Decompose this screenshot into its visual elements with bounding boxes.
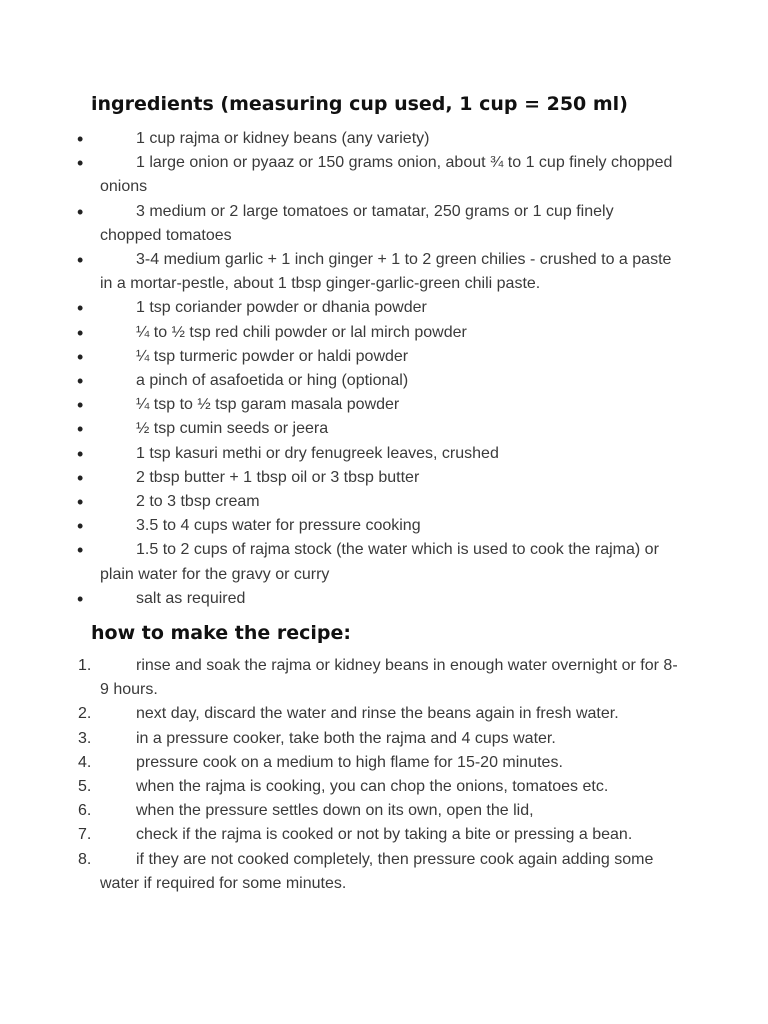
ingredient-item [0,587,768,611]
bullet-icon: • [77,492,84,513]
bullet-icon: • [77,540,84,561]
ingredients-list [0,127,768,611]
ingredient-text: salt as required [136,589,246,607]
bullet-icon: • [77,201,84,222]
ingredient-text: 2 to 3 tbsp cream [136,493,260,511]
ingredients-heading: ingredients (measuring cup used, 1 cup = 250 ml) [91,93,628,115]
ingredient-item [0,490,768,514]
ingredient-text: ¼ to ½ tsp red chili powder or lal mirch powder [136,323,467,341]
ingredient-item [0,151,768,199]
ingredient-text: 1.5 to 2 cups of rajma stock (the water which is used to cook the rajma) or plain water for the gravy or curry [100,541,659,583]
step-item [0,727,768,751]
step-number: 7. [78,826,92,844]
step-number: 1. [78,657,92,674]
bullet-icon: • [77,516,84,537]
ingredient-item [0,127,768,151]
ingredient-item [0,296,768,320]
bullet-icon: • [77,346,84,367]
ingredient-text: 1 cup rajma or kidney beans (any variety) [136,130,430,147]
ingredient-item [0,538,768,586]
step-item [0,823,768,847]
step-item [0,751,768,775]
step-text: rinse and soak the rajma or kidney beans in enough water overnight or for 8-9 hours. [100,657,678,699]
bullet-icon: • [77,371,84,392]
bullet-icon: • [77,250,84,271]
step-text: when the rajma is cooking, you can chop the onions, tomatoes etc. [136,778,609,796]
ingredient-item [0,248,768,296]
ingredient-item [0,321,768,345]
step-item [0,702,768,726]
step-number: 6. [78,802,92,820]
bullet-icon: • [77,419,84,440]
ingredient-text: ¼ tsp turmeric powder or haldi powder [136,347,409,365]
ingredient-item [0,417,768,441]
step-text: in a pressure cooker, take both the rajma and 4 cups water. [136,729,556,747]
step-number: 8. [78,850,92,868]
step-item [0,848,768,896]
ingredient-text: 3-4 medium garlic + 1 inch ginger + 1 to 2 green chilies - crushed to a paste in a mortar-pestle, about 1 tbsp ginger-garlic-green chili paste. [100,251,672,293]
step-item [0,799,768,823]
bullet-icon: • [77,153,84,174]
ingredient-text: ½ tsp cumin seeds or jeera [136,420,329,438]
ingredient-text: ¼ tsp to ½ tsp garam masala powder [136,396,400,414]
ingredient-item [0,345,768,369]
ingredient-item [0,514,768,538]
ingredient-item [0,466,768,490]
bullet-icon: • [77,467,84,488]
ingredient-item [0,200,768,248]
ingredient-text: 3.5 to 4 cups water for pressure cooking [136,517,421,535]
step-item [0,775,768,799]
ingredient-item [0,442,768,466]
steps-list [0,654,768,896]
ingredient-text: 1 tsp coriander powder or dhania powder [136,299,427,317]
step-number: 2. [78,705,92,723]
bullet-icon: • [77,443,84,464]
step-text: if they are not cooked completely, then pressure cook again adding some water if required for some minutes. [100,850,654,892]
ingredient-text: 2 tbsp butter + 1 tbsp oil or 3 tbsp butter [136,468,420,486]
bullet-icon: • [77,129,84,149]
step-text: next day, discard the water and rinse the beans again in fresh water. [136,705,619,723]
ingredient-text: a pinch of asafoetida or hing (optional) [136,372,409,390]
ingredient-item [0,393,768,417]
bullet-icon: • [77,322,84,343]
step-number: 5. [78,778,92,796]
ingredient-text: 3 medium or 2 large tomatoes or tamatar, 250 grams or 1 cup finely chopped tomatoes [100,202,614,244]
step-text: pressure cook on a medium to high flame for 15-20 minutes. [136,753,563,771]
bullet-icon: • [77,395,84,416]
bullet-icon: • [77,588,84,609]
step-text: check if the rajma is cooked or not by taking a bite or pressing a bean. [136,826,633,844]
step-item [0,654,768,702]
method-heading: how to make the recipe: [91,622,351,644]
step-number: 3. [78,729,92,747]
step-text: when the pressure settles down on its own, open the lid, [136,802,534,820]
step-number: 4. [78,753,92,771]
bullet-icon: • [77,298,84,319]
ingredient-text: 1 large onion or pyaaz or 150 grams onion, about ¾ to 1 cup finely chopped onions [100,154,673,196]
ingredient-text: 1 tsp kasuri methi or dry fenugreek leaves, crushed [136,444,499,462]
ingredient-item [0,369,768,393]
